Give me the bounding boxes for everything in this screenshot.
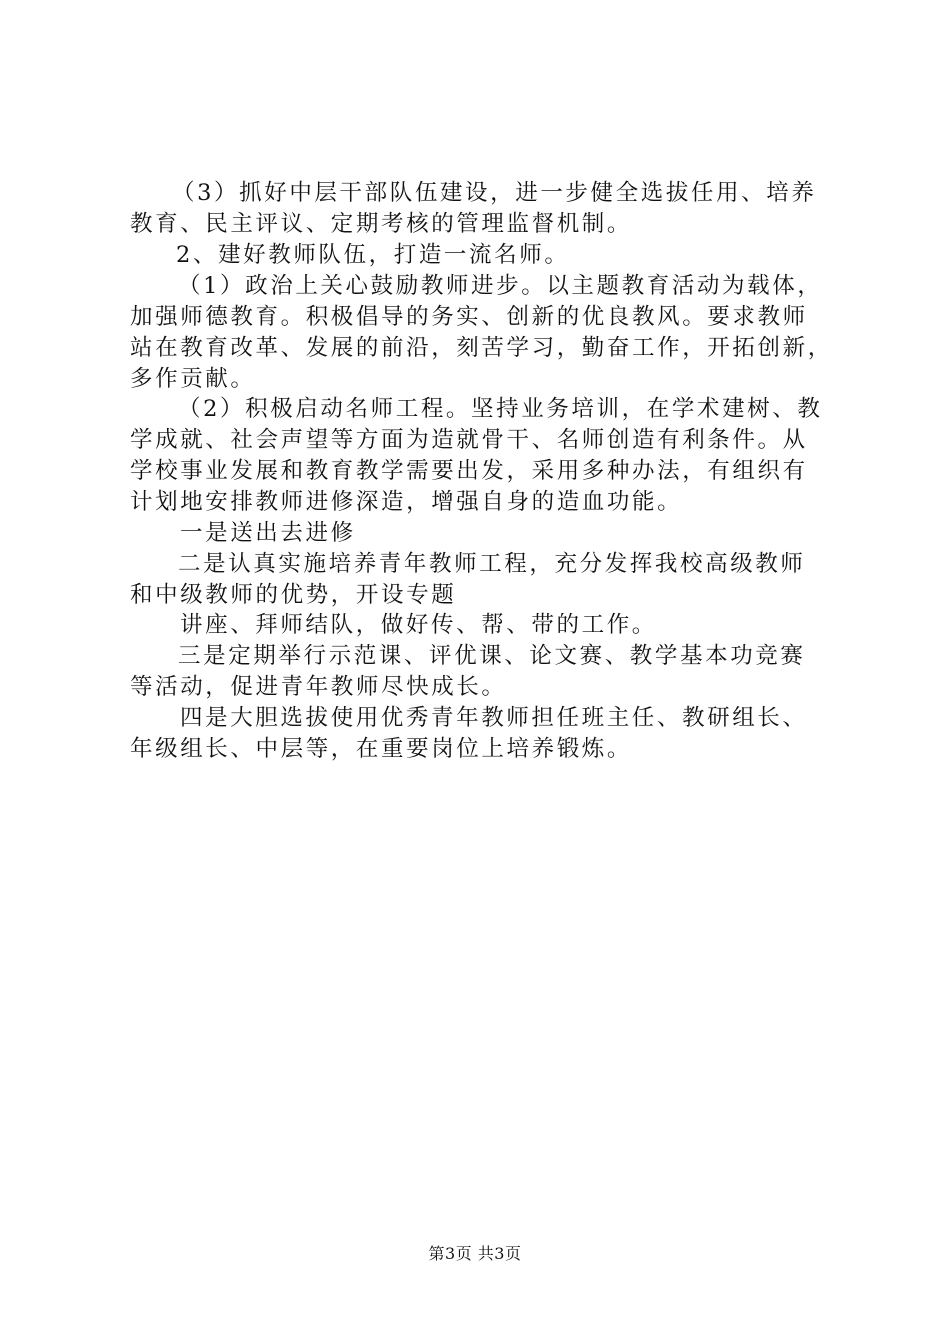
paragraph-line: 计划地安排教师进修深造，增强自身的造血功能。 — [130, 489, 683, 515]
paragraph-line: （3）抓好中层干部队伍建设，进一步健全选拔任用、培养 — [172, 180, 817, 206]
paragraph-line: 学成就、社会声望等方面为造就骨干、名师创造有利条件。从 — [130, 427, 808, 453]
paragraph-line: 讲座、拜师结队，做好传、帮、带的工作。 — [180, 612, 657, 638]
paragraph-line: 站在教育改革、发展的前沿，刻苦学习，勤奋工作，开拓创新， — [130, 335, 833, 361]
page-number-footer: 第3页 共3页 — [428, 1244, 522, 1263]
paragraph-line: 二是认真实施培养青年教师工程，充分发挥我校高级教师 — [178, 551, 806, 577]
paragraph-line: 等活动，促进青年教师尽快成长。 — [130, 674, 507, 700]
paragraph-line: 加强师德教育。积极倡导的务实、创新的优良教风。要求教师 — [130, 304, 808, 330]
paragraph-line: 2、建好教师队伍，打造一流名师。 — [176, 242, 570, 268]
paragraph-line: （1）政治上关心鼓励教师进步。以主题教育活动为载体， — [178, 273, 823, 299]
paragraph-line: 教育、民主评议、定期考核的管理监督机制。 — [130, 211, 633, 237]
paragraph-line: 四是大胆选拔使用优秀青年教师担任班主任、教研组长、 — [180, 705, 808, 731]
paragraph-line: 学校事业发展和教育教学需要出发，采用多种办法，有组织有 — [130, 458, 808, 484]
paragraph-line: 多作贡献。 — [130, 366, 256, 392]
paragraph-line: 年级组长、中层等，在重要岗位上培养锻炼。 — [130, 736, 633, 762]
paragraph-line: 和中级教师的优势，开设专题 — [130, 582, 457, 608]
paragraph-line: 三是定期举行示范课、评优课、论文赛、教学基本功竞赛 — [178, 643, 806, 669]
paragraph-line: 一是送出去进修 — [180, 520, 356, 546]
paragraph-line: （2）积极启动名师工程。坚持业务培训，在学术建树、教 — [178, 396, 823, 422]
